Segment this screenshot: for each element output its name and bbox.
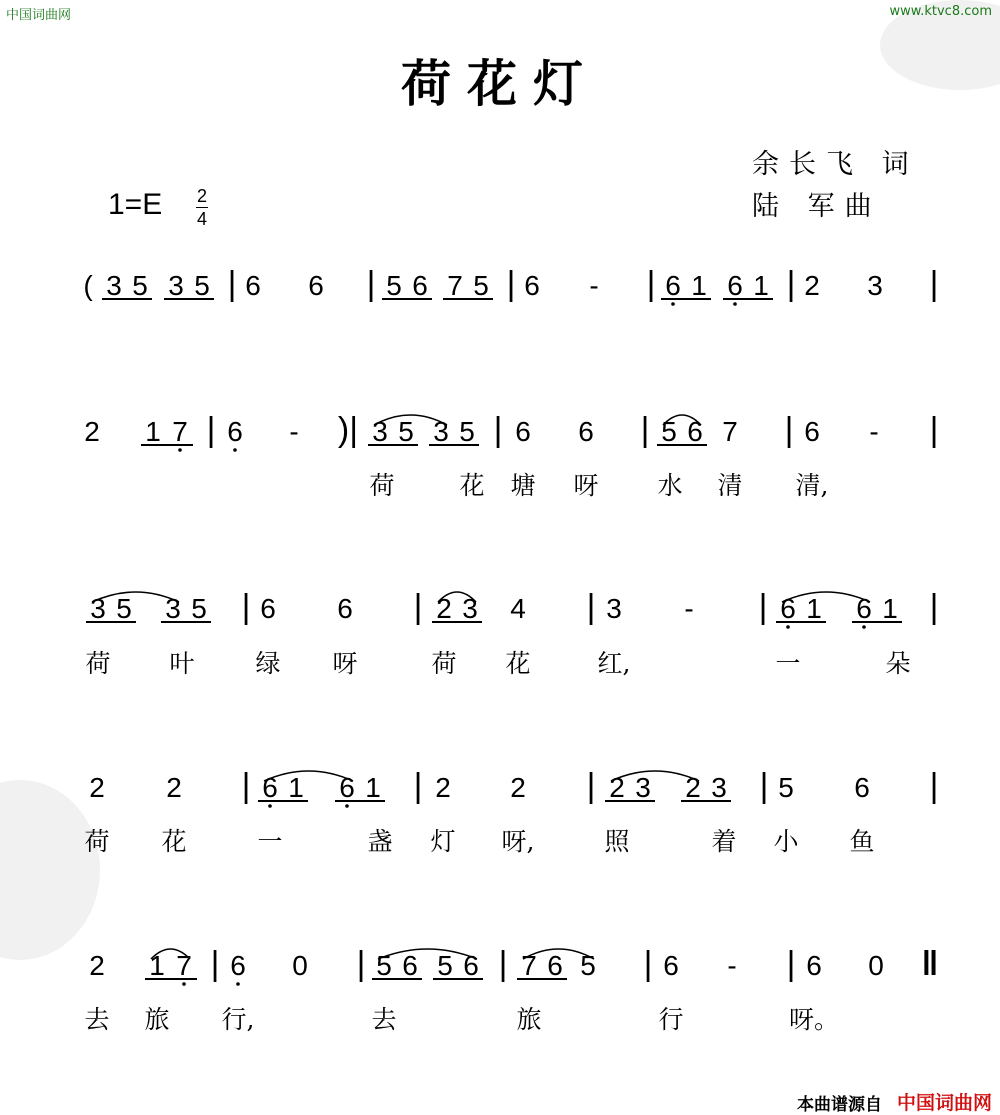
- note: 3: [711, 772, 727, 803]
- lyric-char: 去: [84, 1005, 110, 1034]
- note: 6: [665, 270, 681, 301]
- note: 5: [661, 416, 677, 447]
- note: 5: [437, 950, 453, 981]
- lyric-char: 一: [775, 649, 801, 678]
- low-octave-dot: [786, 625, 790, 629]
- note: 2: [685, 772, 701, 803]
- barline: |: [227, 265, 237, 303]
- note: 5: [778, 772, 794, 803]
- note: 2: [89, 950, 105, 981]
- lyric-char: 水: [657, 471, 683, 500]
- note: 6: [727, 270, 743, 301]
- slur: [378, 949, 477, 959]
- barline: )|: [337, 411, 359, 449]
- lyric-char: 呀: [573, 471, 599, 500]
- note: 3: [372, 416, 388, 447]
- note: 3: [165, 593, 181, 624]
- note: 6: [856, 593, 872, 624]
- low-octave-dot: [182, 982, 186, 986]
- note: 3: [606, 593, 622, 624]
- note: 5: [580, 950, 596, 981]
- note: 3: [867, 270, 883, 301]
- barline: |: [929, 767, 939, 805]
- barline: |: [210, 945, 220, 983]
- note: 6: [804, 416, 820, 447]
- barline: |: [241, 767, 251, 805]
- note: 5: [116, 593, 132, 624]
- source-label: 本曲谱源自: [797, 1095, 882, 1115]
- time-signature-top: 2: [196, 186, 207, 206]
- barline: |: [786, 265, 796, 303]
- dash-hold: -: [289, 416, 299, 447]
- lyric-char: 呀。: [788, 1005, 840, 1034]
- note: 6: [463, 950, 479, 981]
- low-octave-dot: [345, 804, 349, 808]
- note: 2: [436, 593, 452, 624]
- lyric-char: 花: [161, 827, 187, 856]
- note: 5: [386, 270, 402, 301]
- barline: |: [929, 265, 939, 303]
- barline: |: [646, 265, 656, 303]
- lyric-char: 盏: [367, 827, 393, 856]
- note: 2: [89, 772, 105, 803]
- barline: |: [356, 945, 366, 983]
- song-title: 荷花灯: [401, 54, 599, 113]
- lyric-char: 着: [711, 827, 737, 856]
- lyric-char: 呀,: [501, 827, 535, 856]
- barline: |: [643, 945, 653, 983]
- note: 6: [687, 416, 703, 447]
- barline: |: [640, 411, 650, 449]
- barline: |: [929, 411, 939, 449]
- dash-hold: -: [684, 593, 694, 624]
- lyric-char: 荷: [84, 827, 110, 856]
- low-octave-dot: [733, 302, 737, 306]
- barline: |: [784, 411, 794, 449]
- note: 1: [145, 416, 161, 447]
- note: 6: [515, 416, 531, 447]
- low-octave-dot: [671, 302, 675, 306]
- lyricist-credit: 余长飞 词: [752, 149, 919, 180]
- barline: |: [758, 588, 768, 626]
- barline: ‖: [921, 945, 939, 983]
- lyric-char: 花: [459, 471, 485, 500]
- note: 5: [132, 270, 148, 301]
- lyric-char: 呀: [332, 649, 358, 678]
- note: (: [83, 270, 93, 301]
- lyric-char: 叶: [169, 649, 195, 678]
- note: 2: [435, 772, 451, 803]
- lyric-char: 灯: [430, 827, 456, 856]
- note: 3: [106, 270, 122, 301]
- note: 2: [510, 772, 526, 803]
- note: 6: [227, 416, 243, 447]
- lyric-char: 小: [773, 827, 799, 856]
- note: 0: [868, 950, 884, 981]
- lyric-char: 朵: [885, 649, 911, 678]
- low-octave-dot: [233, 448, 237, 452]
- note: 6: [547, 950, 563, 981]
- note: 1: [288, 772, 304, 803]
- barline: |: [586, 588, 596, 626]
- note: 0: [292, 950, 308, 981]
- note: 1: [806, 593, 822, 624]
- note: 5: [376, 950, 392, 981]
- note: 7: [176, 950, 192, 981]
- note: 6: [663, 950, 679, 981]
- low-octave-dot: [268, 804, 272, 808]
- barline: |: [206, 411, 216, 449]
- note: 6: [230, 950, 246, 981]
- site-watermark-left[interactable]: 中国词曲网: [6, 8, 72, 23]
- barline: |: [498, 945, 508, 983]
- note: 6: [578, 416, 594, 447]
- key-signature: 1=E: [108, 188, 163, 221]
- lyric-char: 一: [257, 827, 283, 856]
- note: 3: [433, 416, 449, 447]
- note: 2: [609, 772, 625, 803]
- barline: |: [413, 588, 423, 626]
- barline: |: [241, 588, 251, 626]
- barline: |: [929, 588, 939, 626]
- note: 6: [806, 950, 822, 981]
- note: 6: [339, 772, 355, 803]
- time-signature-bottom: 4: [196, 209, 207, 229]
- note: 6: [402, 950, 418, 981]
- note: 6: [260, 593, 276, 624]
- note: 3: [635, 772, 651, 803]
- lyric-char: 照: [604, 827, 630, 856]
- lyric-char: 荷: [431, 649, 457, 678]
- note: 3: [168, 270, 184, 301]
- note: 2: [84, 416, 100, 447]
- note: 7: [172, 416, 188, 447]
- note: 6: [262, 772, 278, 803]
- note: 5: [191, 593, 207, 624]
- note: 7: [521, 950, 537, 981]
- barline: |: [786, 945, 796, 983]
- barline: |: [759, 767, 769, 805]
- note: 7: [447, 270, 463, 301]
- note: 3: [462, 593, 478, 624]
- lyric-char: 红,: [597, 649, 631, 678]
- lyric-char: 旅: [144, 1005, 170, 1034]
- note: 6: [308, 270, 324, 301]
- note: 2: [166, 772, 182, 803]
- barline: |: [493, 411, 503, 449]
- lyric-char: 去: [371, 1005, 397, 1034]
- note: 4: [510, 593, 526, 624]
- lyric-char: 绿: [255, 649, 281, 678]
- lyric-char: 清,: [795, 471, 829, 500]
- low-octave-dot: [236, 982, 240, 986]
- low-octave-dot: [862, 625, 866, 629]
- note: 1: [365, 772, 381, 803]
- barline: |: [413, 767, 423, 805]
- lyric-char: 荷: [85, 649, 111, 678]
- note: 7: [722, 416, 738, 447]
- note: 5: [473, 270, 489, 301]
- lyric-char: 行: [658, 1005, 684, 1034]
- dash-hold: -: [727, 950, 737, 981]
- barline: |: [366, 265, 376, 303]
- dash-hold: -: [869, 416, 879, 447]
- barline: |: [506, 265, 516, 303]
- note: 1: [691, 270, 707, 301]
- note: 1: [882, 593, 898, 624]
- note: 6: [780, 593, 796, 624]
- note: 6: [245, 270, 261, 301]
- lyric-char: 行,: [221, 1005, 255, 1034]
- dash-hold: -: [589, 270, 599, 301]
- lyric-char: 花: [505, 649, 531, 678]
- composer-credit: 陆 军曲: [752, 191, 882, 222]
- note: 6: [524, 270, 540, 301]
- source-site-link[interactable]: 中国词曲网: [896, 1092, 992, 1114]
- note: 6: [337, 593, 353, 624]
- note: 2: [804, 270, 820, 301]
- lyric-char: 荷: [369, 471, 395, 500]
- note: 6: [412, 270, 428, 301]
- lyric-char: 鱼: [849, 827, 875, 856]
- site-watermark-right[interactable]: www.ktvc8.com: [889, 4, 992, 19]
- low-octave-dot: [178, 448, 182, 452]
- lyric-char: 旅: [516, 1005, 542, 1034]
- note: 5: [194, 270, 210, 301]
- lyric-char: 塘: [510, 471, 536, 500]
- note: 5: [459, 416, 475, 447]
- note: 3: [90, 593, 106, 624]
- lyric-char: 清: [717, 471, 743, 500]
- barline: |: [586, 767, 596, 805]
- note: 1: [149, 950, 165, 981]
- note: 6: [854, 772, 870, 803]
- note: 5: [398, 416, 414, 447]
- note: 1: [753, 270, 769, 301]
